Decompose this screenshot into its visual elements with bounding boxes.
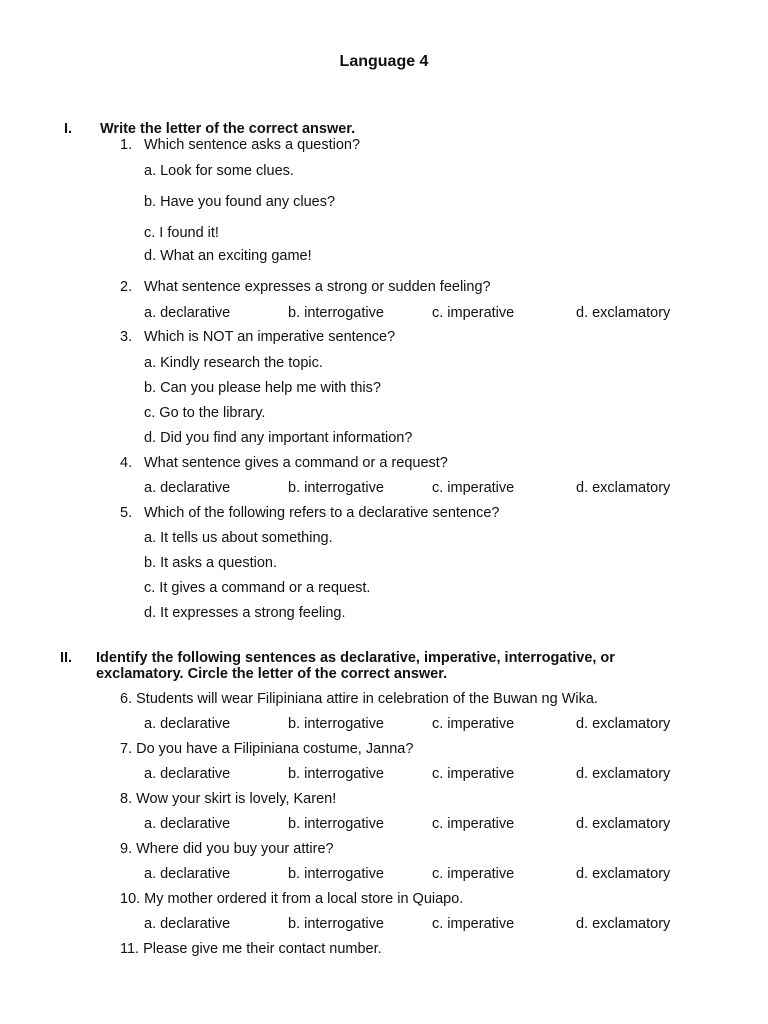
question-1-number: 1. <box>120 137 133 153</box>
question-10-option-b: b. interrogative <box>288 916 384 932</box>
question-3-option-b: b. Can you please help me with this? <box>144 380 381 396</box>
question-4-number: 4. <box>120 455 133 471</box>
question-3-option-a: a. Kindly research the topic. <box>144 355 323 371</box>
question-8-text: 8. Wow your skirt is lovely, Karen! <box>120 791 337 807</box>
question-7-option-b: b. interrogative <box>288 766 384 782</box>
question-7-option-a: a. declarative <box>144 766 231 782</box>
question-7-option-c: c. imperative <box>432 766 515 782</box>
question-6-option-c: c. imperative <box>432 716 515 732</box>
question-5-option-a: a. It tells us about something. <box>144 530 333 546</box>
question-9-option-c: c. imperative <box>432 866 515 882</box>
section-1-numeral: I. <box>64 121 73 137</box>
question-4-option-d: d. exclamatory <box>576 480 671 496</box>
question-9-text: 9. Where did you buy your attire? <box>120 841 334 857</box>
question-3-option-d: d. Did you find any important information? <box>144 430 413 446</box>
question-5-option-d: d. It expresses a strong feeling. <box>144 605 346 621</box>
question-3-text: Which is NOT an imperative sentence? <box>144 329 396 345</box>
question-2-option-b: b. interrogative <box>288 305 384 321</box>
question-4-text: What sentence gives a command or a request? <box>144 455 448 471</box>
question-2-option-d: d. exclamatory <box>576 305 671 321</box>
question-6-option-b: b. interrogative <box>288 716 384 732</box>
question-10-option-d: d. exclamatory <box>576 916 671 932</box>
question-2-option-a: a. declarative <box>144 305 231 321</box>
question-4-option-b: b. interrogative <box>288 480 384 496</box>
question-1-option-d: d. What an exciting game! <box>144 248 312 264</box>
question-2-number: 2. <box>120 279 133 295</box>
question-4-option-c: c. imperative <box>432 480 515 496</box>
question-1-option-c: c. I found it! <box>144 225 219 241</box>
question-10-text: 10. My mother ordered it from a local store in Quiapo. <box>120 891 464 907</box>
section-1-instruction: Write the letter of the correct answer. <box>100 121 356 137</box>
section-2-numeral: II. <box>60 650 73 666</box>
question-5-option-c: c. It gives a command or a request. <box>144 580 371 596</box>
question-6-option-a: a. declarative <box>144 716 231 732</box>
question-7-option-d: d. exclamatory <box>576 766 671 782</box>
question-5-option-b: b. It asks a question. <box>144 555 277 571</box>
question-9-option-b: b. interrogative <box>288 866 384 882</box>
question-11-text: 11. Please give me their contact number. <box>120 941 382 957</box>
question-8-option-a: a. declarative <box>144 816 231 832</box>
question-3-option-c: c. Go to the library. <box>144 405 266 421</box>
question-1-option-b: b. Have you found any clues? <box>144 194 336 210</box>
section-2-instruction-line-1: Identify the following sentences as declarative, imperative, interrogative, or <box>96 650 615 666</box>
question-8-option-d: d. exclamatory <box>576 816 671 832</box>
question-2-text: What sentence expresses a strong or sudden feeling? <box>144 279 491 295</box>
question-10-option-c: c. imperative <box>432 916 515 932</box>
question-1-option-a: a. Look for some clues. <box>144 163 294 179</box>
question-3-number: 3. <box>120 329 133 345</box>
section-2-instruction-line-2: exclamatory. Circle the letter of the correct answer. <box>96 666 448 682</box>
question-10-option-a: a. declarative <box>144 916 231 932</box>
question-5-text: Which of the following refers to a declarative sentence? <box>144 505 500 521</box>
question-6-option-d: d. exclamatory <box>576 716 671 732</box>
question-2-option-c: c. imperative <box>432 305 515 321</box>
question-7-text: 7. Do you have a Filipiniana costume, Janna? <box>120 741 414 757</box>
question-8-option-b: b. interrogative <box>288 816 384 832</box>
question-9-option-a: a. declarative <box>144 866 231 882</box>
question-4-option-a: a. declarative <box>144 480 231 496</box>
question-1-text: Which sentence asks a question? <box>144 137 361 153</box>
question-8-option-c: c. imperative <box>432 816 515 832</box>
question-9-option-d: d. exclamatory <box>576 866 671 882</box>
question-6-text: 6. Students will wear Filipiniana attire in celebration of the Buwan ng Wika. <box>120 691 598 707</box>
question-5-number: 5. <box>120 505 133 521</box>
page-title: Language 4 <box>339 53 429 70</box>
